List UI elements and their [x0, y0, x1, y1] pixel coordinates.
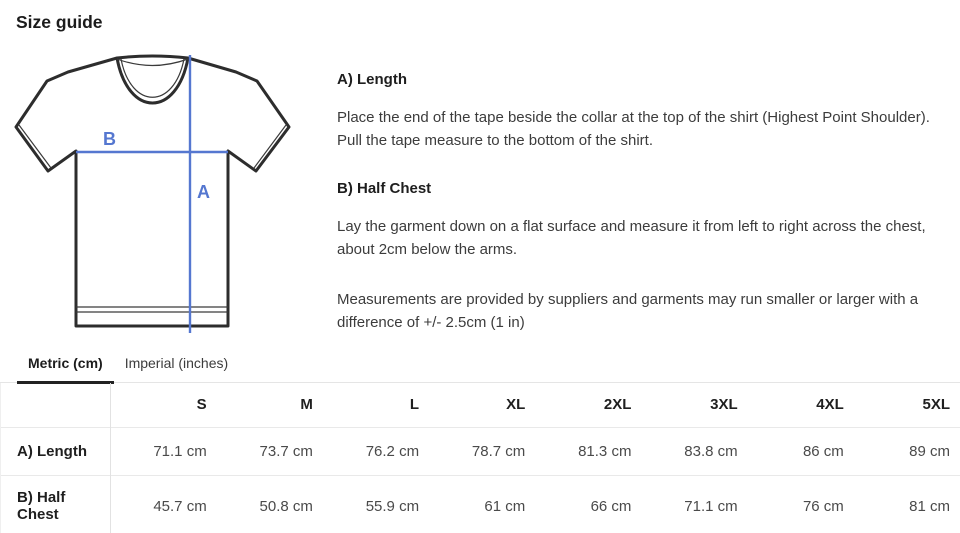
- length-heading: A) Length: [337, 71, 407, 88]
- instructions-column: [337, 70, 937, 334]
- column-header-s: S: [196, 396, 207, 414]
- measurement-disclaimer: Measurements are provided by suppliers and garments may run smaller or larger with a difference of +/- 2.5cm (1 in): [337, 291, 919, 331]
- page-title: Size guide: [16, 12, 103, 32]
- length-value-l: 76.2 cm: [323, 427, 429, 475]
- half-chest-value-xl: 61 cm: [429, 475, 535, 533]
- half-chest-value-s: 45.7 cm: [111, 475, 217, 533]
- unit-tabs: [0, 345, 960, 383]
- table-row-length: [1, 427, 960, 475]
- column-header-2xl: 2XL: [603, 396, 632, 414]
- column-header-m: M: [300, 396, 313, 414]
- measure-label-a: A: [197, 182, 210, 202]
- length-value-5xl: 89 cm: [854, 427, 960, 475]
- column-header-4xl: 4XL: [816, 396, 844, 414]
- column-header-5xl: 5XL: [922, 396, 950, 414]
- table-row-half-chest: [1, 475, 960, 533]
- measure-label-b: B: [103, 129, 116, 149]
- column-header-xl: XL: [506, 396, 526, 414]
- size-table: [0, 383, 960, 533]
- size-table-header-row: [1, 383, 960, 427]
- length-value-2xl: 81.3 cm: [535, 427, 641, 475]
- length-value-3xl: 83.8 cm: [641, 427, 747, 475]
- tshirt-outline: [16, 56, 289, 326]
- half-chest-description: Lay the garment down on a flat surface and measure it from left to right across the chest, about 2cm below the arms.: [337, 218, 926, 258]
- length-value-4xl: 86 cm: [748, 427, 854, 475]
- row-label-half-chest: B) Half Chest: [1, 475, 111, 533]
- tab-imperial[interactable]: Imperial (inches): [124, 355, 229, 371]
- half-chest-value-m: 50.8 cm: [217, 475, 323, 533]
- size-table-corner-cell: [1, 383, 111, 427]
- row-label-length: A) Length: [1, 427, 111, 475]
- column-header-l: L: [409, 396, 420, 414]
- half-chest-value-4xl: 76 cm: [748, 475, 854, 533]
- tab-metric[interactable]: Metric (cm): [17, 345, 114, 384]
- length-value-m: 73.7 cm: [217, 427, 323, 475]
- half-chest-value-l: 55.9 cm: [323, 475, 429, 533]
- half-chest-value-3xl: 71.1 cm: [641, 475, 747, 533]
- half-chest-heading: B) Half Chest: [337, 180, 432, 197]
- length-value-xl: 78.7 cm: [429, 427, 535, 475]
- column-header-3xl: 3XL: [710, 396, 738, 414]
- half-chest-value-2xl: 66 cm: [535, 475, 641, 533]
- length-description: Place the end of the tape beside the collar at the top of the shirt (Highest Point Shoulder). Pull the tape measure to the bottom of the shirt.: [337, 109, 930, 149]
- tshirt-diagram: [8, 45, 300, 337]
- half-chest-value-5xl: 81 cm: [854, 475, 960, 533]
- length-value-s: 71.1 cm: [111, 427, 217, 475]
